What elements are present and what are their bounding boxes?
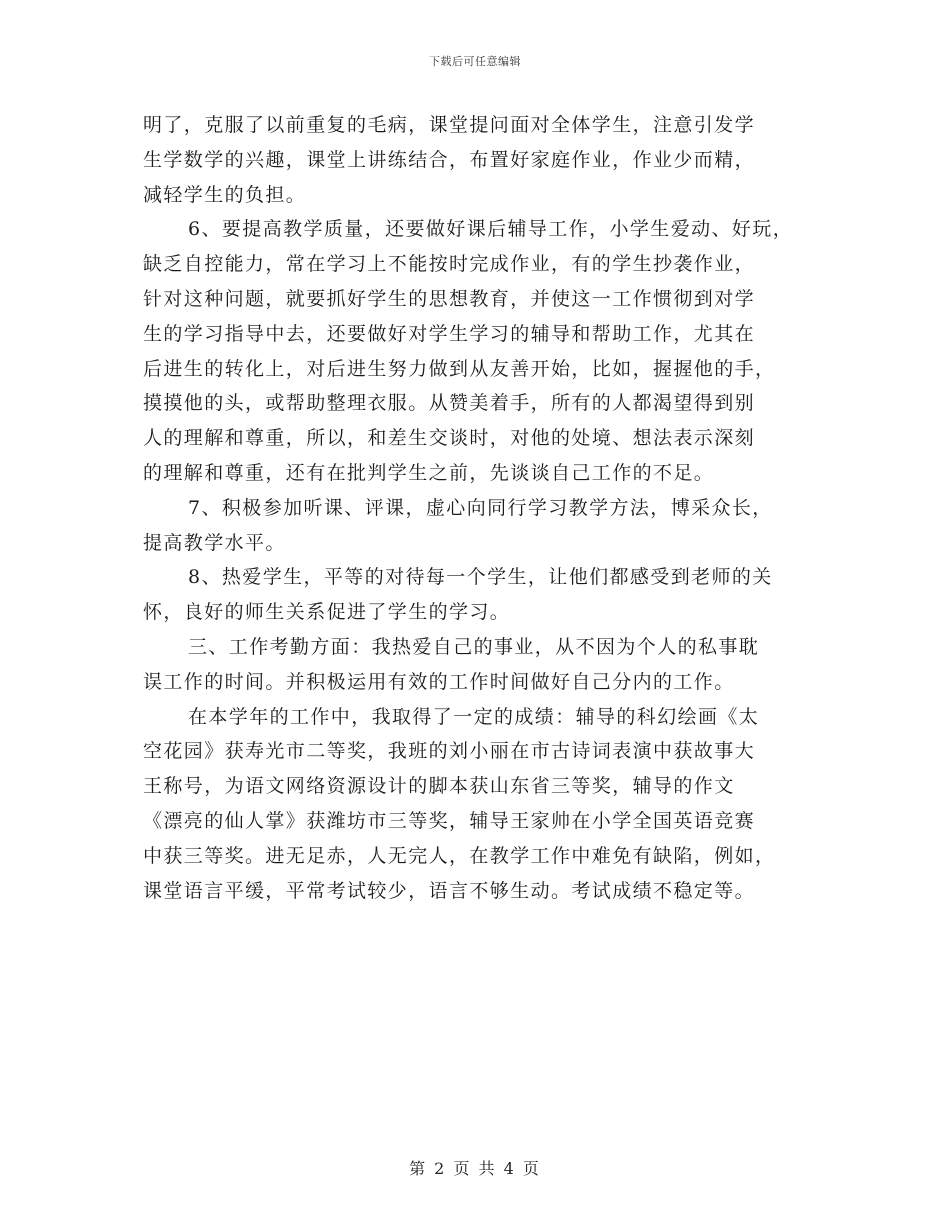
text-line: 生学数学的兴趣，课堂上讲练结合，布置好家庭作业，作业少而精，: [143, 148, 756, 171]
text-line: 摸摸他的头，或帮助整理衣服。从赞美着手，所有的人都渴望得到别: [143, 392, 756, 415]
text-line: 缺乏自控能力，常在学习上不能按时完成作业，有的学生抄袭作业，: [143, 253, 756, 276]
document-body: [143, 108, 823, 908]
text-line: 误工作的时间。并积极运用有效的工作时间做好自己分内的工作。: [143, 670, 735, 693]
text-line: 7、积极参加听课、评课，虚心向同行学习教学方法，博采众长，: [188, 496, 773, 519]
page-number: 第 2 页 共 4 页: [409, 1159, 541, 1178]
text-line: 中获三等奖。进无足赤，人无完人，在教学工作中难免有缺陷，例如，: [143, 844, 776, 867]
text-line: 后进生的转化上，对后进生努力做到从友善开始，比如，握握他的手，: [143, 357, 776, 380]
text-line: 的理解和尊重，还有在批判学生之前，先谈谈自己工作的不足。: [143, 461, 715, 484]
text-line: 提高教学水平。: [143, 531, 286, 554]
text-line: 明了，克服了以前重复的毛病，课堂提问面对全体学生，注意引发学: [143, 114, 756, 136]
text-line: 三、工作考勤方面：我热爱自己的事业，从不因为个人的私事耽: [188, 635, 760, 658]
page-header: 下载后可任意编辑: [429, 55, 521, 68]
text-line: 6、要提高教学质量，还要做好课后辅导工作，小学生爱动、好玩，: [188, 218, 794, 241]
text-line: 在本学年的工作中，我取得了一定的成绩：辅导的科幻绘画《太: [188, 705, 760, 728]
text-line: 减轻学生的负担。: [143, 183, 307, 206]
text-line: 课堂语言平缓，平常考试较少，语言不够生动。考试成绩不稳定等。: [143, 879, 756, 902]
text-line: 生的学习指导中去，还要做好对学生学习的辅导和帮助工作，尤其在: [143, 322, 756, 345]
text-line: 王称号，为语文网络资源设计的脚本获山东省三等奖，辅导的作文: [143, 775, 735, 798]
text-line: 8、热爱学生，平等的对待每一个学生，让他们都感受到老师的关: [188, 566, 773, 589]
text-line: 怀，良好的师生关系促进了学生的学习。: [143, 601, 511, 624]
text-line: 《漂亮的仙人掌》获潍坊市三等奖，辅导王家帅在小学全国英语竞赛: [143, 809, 756, 832]
text-line: 针对这种问题，就要抓好学生的思想教育，并使这一工作惯彻到对学: [143, 287, 756, 310]
text-line: 人的理解和尊重，所以，和差生交谈时，对他的处境、想法表示深刻: [143, 427, 756, 450]
text-line: 空花园》获寿光市二等奖，我班的刘小丽在市古诗词表演中获故事大: [143, 740, 756, 763]
